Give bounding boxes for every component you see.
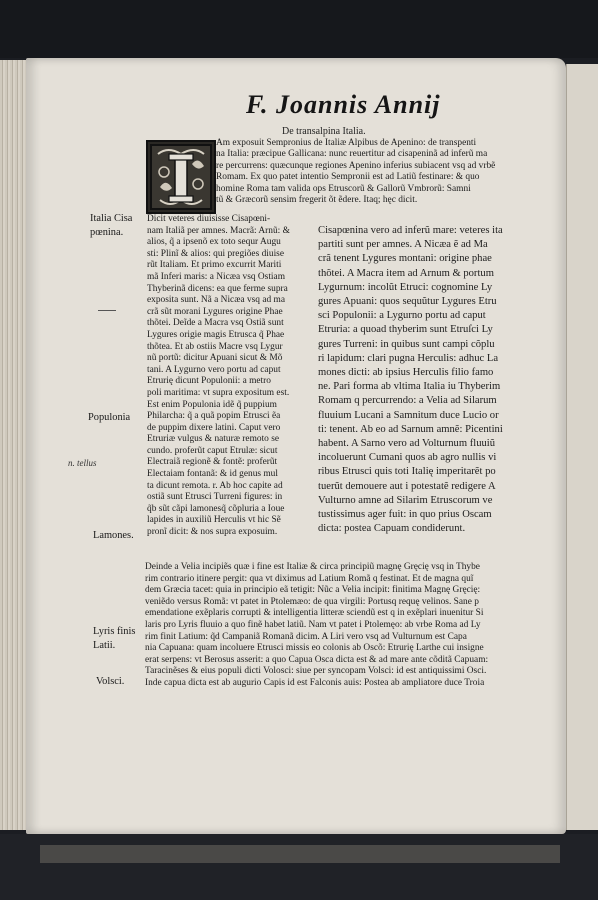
text-line: na Italia: præcipue Gallicana: nunc reuertitur ad cisapeninã ad inferũ ma <box>216 149 488 160</box>
text-line: Thyberinã dicens: ea que ferme supra <box>147 283 288 294</box>
text-line: ribus Etrusci quis toti Italię imperitarẽt po <box>318 466 496 478</box>
text-line: nũ portũ: dicitur Apuani sicut & Mõ <box>147 353 283 364</box>
text-line: homine Roma tam valida ops Etruscorũ & Gallorũ Vmbrorũ: Samni <box>216 183 471 194</box>
text-line: nam Italiã per amnes. Macrã: Arnũ: & <box>147 225 290 236</box>
text-line: Lygurnum: incolũt Etruci: cognomine Ly <box>318 281 493 293</box>
text-line: ti: tenent. Ab eo ad Sarnum amnẽ: Picentini <box>318 423 503 435</box>
text-line: Electraiã regionẽ & fontẽ: proferũt <box>147 457 278 468</box>
text-line: nia Capuana: quam incoluere Etrusci missis eo colonis ab Oscõ: Etrurię Larthe cui insigne <box>145 643 484 654</box>
text-line: dicta: postea Capuam condiderunt. <box>318 523 466 535</box>
text-line: tustissimus ager fuit: in quo prius Oscam <box>318 509 492 521</box>
text-line: Est enim Populonia idẽ q̃ puppium <box>147 399 277 410</box>
text-line: Etruriæ vulgus & naturæ remoto se <box>147 434 280 445</box>
text-line: thõtei. A Macra item ad Arnum & portum <box>318 267 494 279</box>
text-line: Romam. Ex quo patet intentio Sempronii est ad Latiũ festinare: & quo <box>216 172 480 183</box>
text-line: Romam q percurrendo: a Velia ad Silarum <box>318 395 497 407</box>
text-line: partiti sunt per amnes. A Nicæa ẽ ad Ma <box>318 239 488 251</box>
text-line: Electaiam fontanã: & id genus mul <box>147 469 278 480</box>
text-line: Vulturno amne ad Silarim Etruscorum ve <box>318 494 493 506</box>
text-line: rim contrario itinere pergit: qua vt diximus ad Latium Romã q festinat. Et de magna quĩ <box>145 573 474 584</box>
text-line: tũ & Græcorũ sensim fregerit õt ẽdere. Itaq; hęc dicit. <box>216 195 418 206</box>
text-line: alios, q̃ a ipsenõ ex toto sequr Augu <box>147 237 281 248</box>
text-line: Philarcha: q̃ a quã popim Etrusci ẽa <box>147 411 281 422</box>
text-line: Inde capua dicta est ab augurio Capis id est Falconis auis: Postea ab ampliatore duce Troia <box>145 677 485 688</box>
text-line: re percurrens: quæcunque regiones Apenino inferius subiacent vsq ad vrbẽ <box>216 160 496 171</box>
margin-note-italia-cont: pœnina. <box>90 227 124 238</box>
book-page-edges <box>0 60 26 830</box>
text-line: veniẽdo versus Romã: vt patet in Ptolemæo: de qua virgili: Portusq requę velinos. Sane p <box>145 596 479 607</box>
text-line: fluuium Lucani a Samnitum duce Lucio or <box>318 409 499 421</box>
full-width-paragraph <box>145 562 535 690</box>
text-line: ta dicunt remota. r. Ab hoc capite ad <box>147 480 283 491</box>
text-line: cundo. proferũt caput Etrulæ: sicut <box>147 445 278 456</box>
margin-note-volsci: Volsci. <box>96 676 125 687</box>
text-line: crã sũt morani Lygures origine Phae <box>147 306 283 317</box>
text-line: Etrurię dicunt Populonii: a metro <box>147 376 271 387</box>
text-line: mã Inferi maris: a Nicæa vsq Ostiam <box>147 271 285 282</box>
text-line: emendatione exẽplaris corrupti & intelligentia litteræ sciendũ est q in exẽplari inuenitur Si <box>145 608 484 619</box>
running-header: F. Joannis Annij <box>246 90 441 119</box>
text-line: laris pro Lyris fluuio a quo finẽ habet latiũ. Nam vt patet i Ptolemęo: ab vrbe Roma ad Ly <box>145 619 481 630</box>
text-line: rũt Italiam. Et primo excurrit Mariti <box>147 260 282 271</box>
margin-note-italia: Italia Cisa <box>90 213 133 224</box>
text-line: sci Populonii: a Lygurno portu ad caput <box>318 310 486 322</box>
text-line: dem Græcia tacet: quia in principio eã tetigit: Nũc a Velia incipit: finitima Magnę Gręcię: <box>145 585 481 596</box>
decorated-initial <box>146 140 216 214</box>
text-line: Am exposuit Sempronius de Italiæ Alpibus de Apenino: de transpenti <box>216 138 477 148</box>
background-top <box>0 0 598 58</box>
decorated-initial-icon <box>148 142 214 212</box>
margin-note-lamones: Lamones. <box>93 530 134 541</box>
margin-note-lyris-cont: Latii. <box>93 640 116 651</box>
text-line: ri lapidum: clari pugna Herculis: adhuc La <box>318 352 499 364</box>
text-line: thõtei. Deĩde a Macra vsq Ostiã sunt <box>147 318 284 329</box>
text-line: incoluerunt Cumani quos ab agro nullis vi <box>318 452 497 464</box>
background-bottom <box>0 834 598 900</box>
section-title: De transalpina Italia. <box>282 126 366 137</box>
text-line: ostiã sunt Etrusci Turreni figures: in <box>147 492 283 503</box>
text-line: Cisapœnina vero ad inferũ mare: veteres ita <box>318 225 503 236</box>
text-line: erat serpens: vt Berosus asserit: a quo Capua Osca dicta est & ad mare ante cõditã Capuam: <box>145 654 489 665</box>
text-line: gures Turreni: in quibus sunt campi cõplu <box>318 338 495 350</box>
text-line: thõtea. Et ab ostiis Macre vsq Lygur <box>147 341 283 352</box>
text-line: crã tenent Lygures montani: origine phae <box>318 253 492 265</box>
text-line: Lygures origie magis Etrusca q̃ Phae <box>147 329 285 340</box>
intro-paragraph <box>216 138 534 206</box>
facing-page-edge <box>566 64 598 830</box>
text-line: exposita sunt. Nã a Nicæa vsq ad ma <box>147 295 285 306</box>
text-line: gures Apuani: quos sequũtur Lygures Etru <box>318 296 497 308</box>
text-line: ne. Pari forma ab vltima Italia iu Thyberim <box>318 381 501 393</box>
margin-note-populonia: Populonia <box>88 412 131 423</box>
book-spine-strip <box>40 845 560 863</box>
text-line: Dicit veteres diuisisse Cisapœni- <box>147 214 271 224</box>
text-line: poli maritima: vt supra expositum est. <box>147 387 290 398</box>
text-line: rim finit Latium: q̃d Campaniã Romanã dicim. A Liri vero vsq ad Vulturnum est Capa <box>145 631 467 642</box>
text-line: lapides in auxiliũ Herculis vt hic Sẽ <box>147 515 281 526</box>
text-line: q̃b sũt cãpi lamonesq̃ cõpluria a Ioue <box>147 503 285 514</box>
text-line: sti: Plinĩ & alios: qui pregiões diuise <box>147 248 284 259</box>
text-line: habent. A Sarno vero ad Volturnum fluuiũ <box>318 438 496 450</box>
margin-mark <box>98 310 116 311</box>
text-line: mones dicti: ab ipsius Herculis filio famo <box>318 367 494 379</box>
text-line: Taracinẽses & eius populi dicti Volosci: siue per syncopam Volsci: id est antiquissimi Osci. <box>145 666 487 677</box>
text-line: tani. A Lygurno vero portu ad caput <box>147 364 281 375</box>
left-column-text <box>147 214 317 539</box>
text-line: pronĩ dicit: & nos supra exposuim. <box>147 527 278 538</box>
text-line: Etruria: a quoad thyberim sunt Etruſci Ly <box>318 324 493 336</box>
right-column-text <box>318 224 532 536</box>
handwritten-annotation: n. tellus <box>68 458 97 468</box>
text-line: de puppim dixere latini. Caput vero <box>147 422 281 433</box>
text-line: Deinde a Velia incipiẽs quæ i fine est Italiæ & circa principiũ magnę Gręcię vsq in Thybe <box>145 562 480 572</box>
text-line: tuerũt demouere aut i potestatẽ redigere A <box>318 480 496 492</box>
margin-note-lyris: Lyris finis <box>93 626 136 637</box>
